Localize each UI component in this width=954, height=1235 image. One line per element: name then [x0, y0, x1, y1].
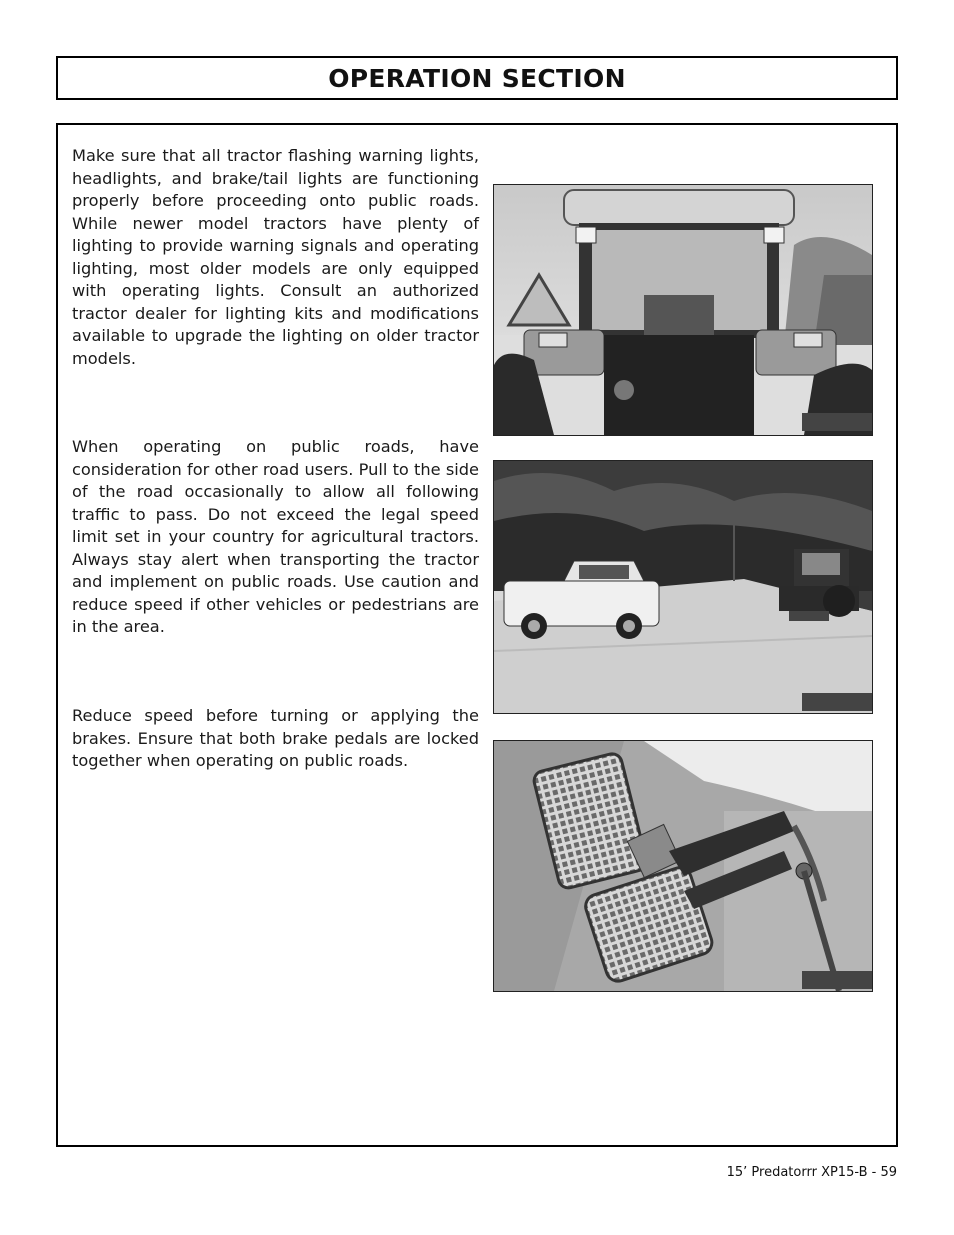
paragraph-brakes: Reduce speed before turning or applying the brakes. Ensure that both brake pedals are locked together when operating on public roads. — [72, 706, 479, 770]
paragraph-lighting: Make sure that all tractor flashing warning lights, headlights, and brake/tail lights are functioning properly before proceeding onto public roads. While newer model tractors have plenty of lighting to provide warning signals and operating lighting, most older models are only equipped with operating lights. Consult an authorized tractor dealer for lighting kits and modifications available to upgrade the lighting on older tractor models. — [72, 146, 479, 368]
brake-pedals-photo — [493, 740, 873, 992]
tractor-rear-lights-photo — [493, 184, 873, 436]
content-frame — [56, 123, 898, 1147]
page-footer: 15’ Predatorrr XP15-B - 59 — [726, 1165, 897, 1180]
tractor-on-road-photo — [493, 460, 873, 714]
section-header — [56, 56, 898, 100]
paragraph-road-consideration: When operating on public roads, have consideration for other road users. Pull to the side of the road occasionally to allow all following traffic to pass. Do not exceed the legal speed limit set in your country for agricultural tractors. Always stay alert when transporting the tractor and implement on public roads. Use caution and reduce speed if other vehicles or pedestrians are in the area. — [72, 437, 479, 636]
section-title: OPERATION SECTION — [328, 63, 626, 93]
